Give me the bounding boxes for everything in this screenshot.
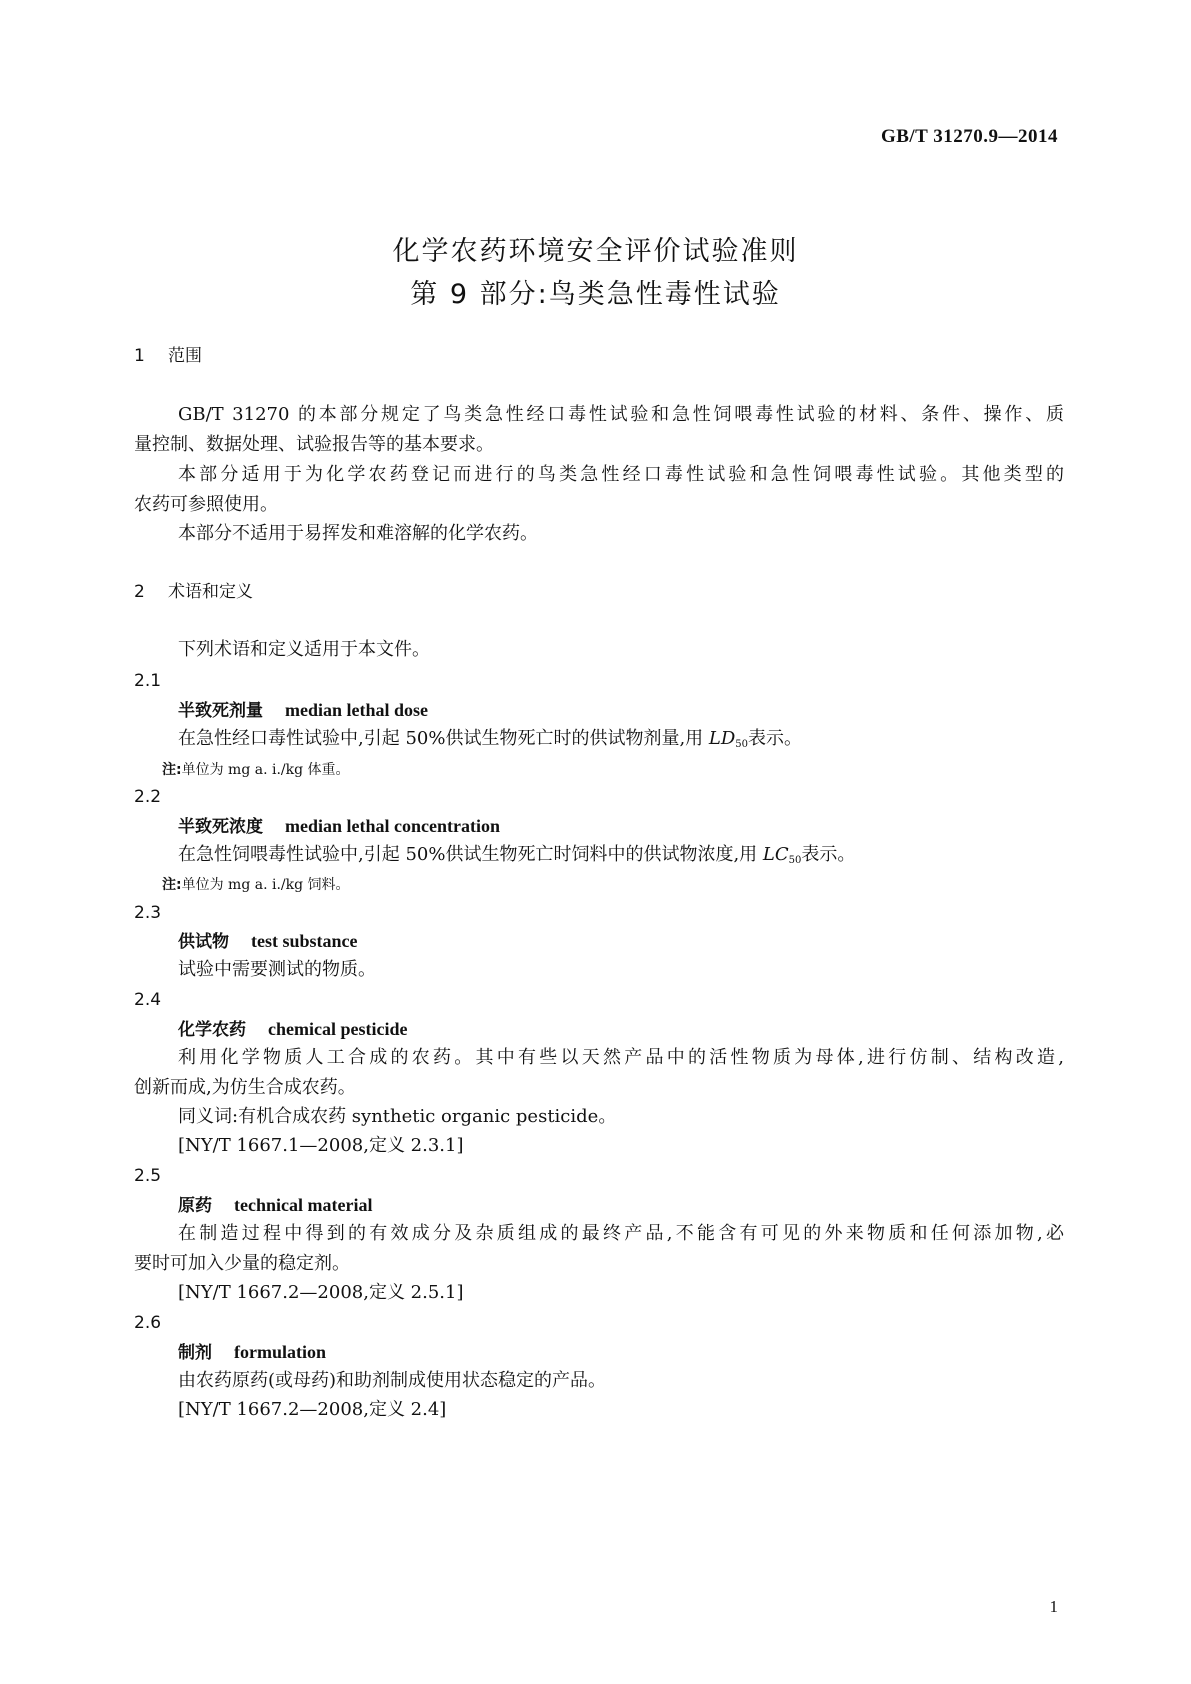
term-entry bbox=[178, 1339, 1064, 1366]
term-definition: 在急性饲喂毒性试验中,引起 50%供试生物死亡时饲料中的供试物浓度,用 $LC_{50}$表示。 bbox=[178, 844, 856, 866]
term-chinese: 原药 bbox=[178, 1196, 212, 1216]
term-definition: 在制造过程中得到的有效成分及杂质组成的最终产品,不能含有可见的外来物质和任何添加物,必 bbox=[178, 1223, 1064, 1244]
section-title: 范围 bbox=[168, 346, 202, 366]
term-english: median lethal dose bbox=[285, 700, 429, 720]
page-number: 1 bbox=[1049, 1597, 1058, 1616]
term-note: 注:单位为 mg a. i./kg 体重。 bbox=[162, 762, 350, 778]
paragraph-line: GB/T 31270 的本部分规定了鸟类急性经口毒性试验和急性饲喂毒性试验的材料、条件、操作、质 bbox=[178, 404, 1064, 425]
symbol-subscript: 50 bbox=[788, 855, 802, 866]
term-source: [NY/T 1667.1—2008,定义 2.3.1] bbox=[178, 1135, 464, 1156]
term-definition: 由农药原药(或母药)和助剂制成使用状态稳定的产品。 bbox=[178, 1370, 607, 1391]
term-definition: 试验中需要测试的物质。 bbox=[178, 959, 376, 980]
clause-number: 2.6 bbox=[134, 1313, 162, 1333]
term-synonym: 同义词:有机合成农药 synthetic organic pesticide。 bbox=[178, 1106, 617, 1127]
term-entry bbox=[178, 928, 1064, 955]
term-definition: 利用化学物质人工合成的农药。其中有些以天然产品中的活性物质为母体,进行仿制、结构改造, bbox=[178, 1047, 1064, 1068]
term-entry bbox=[178, 813, 1064, 840]
term-chinese: 半致死剂量 bbox=[178, 701, 263, 721]
section-number: 1 bbox=[134, 346, 145, 366]
term-english: technical material bbox=[234, 1195, 373, 1215]
term-chinese: 供试物 bbox=[178, 932, 229, 952]
section-heading-terms bbox=[134, 579, 1064, 605]
paragraph-line: 本部分适用于为化学农药登记而进行的鸟类急性经口毒性试验和急性饲喂毒性试验。其他类型的 bbox=[178, 464, 1064, 485]
term-entry bbox=[178, 697, 1064, 724]
clause-number: 2.5 bbox=[134, 1166, 162, 1186]
paragraph-line: 农药可参照使用。 bbox=[134, 494, 278, 515]
paragraph-line: 本部分不适用于易挥发和难溶解的化学农药。 bbox=[178, 523, 538, 544]
paragraph-line: 下列术语和定义适用于本文件。 bbox=[178, 639, 430, 660]
term-definition: 创新而成,为仿生合成农药。 bbox=[134, 1077, 356, 1098]
section-heading-scope bbox=[134, 343, 1064, 369]
term-english: median lethal concentration bbox=[285, 816, 500, 836]
document-subtitle: 第 9 部分:鸟类急性毒性试验 bbox=[410, 279, 781, 310]
symbol: LD bbox=[708, 728, 736, 749]
clause-number: 2.4 bbox=[134, 990, 162, 1010]
term-chinese: 化学农药 bbox=[178, 1020, 246, 1040]
term-definition: 在急性经口毒性试验中,引起 50%供试生物死亡时的供试物剂量,用 $LD_{50}$表示。 bbox=[178, 728, 803, 750]
standard-code: GB/T 31270.9—2014 bbox=[880, 126, 1058, 147]
section-title: 术语和定义 bbox=[168, 582, 253, 602]
clause-number: 2.1 bbox=[134, 671, 162, 691]
term-english: chemical pesticide bbox=[268, 1019, 408, 1039]
term-source: [NY/T 1667.2—2008,定义 2.5.1] bbox=[178, 1282, 464, 1303]
term-chinese: 制剂 bbox=[178, 1343, 212, 1363]
paragraph-line: 量控制、数据处理、试验报告等的基本要求。 bbox=[134, 434, 494, 455]
term-chinese: 半致死浓度 bbox=[178, 817, 263, 837]
term-source: [NY/T 1667.2—2008,定义 2.4] bbox=[178, 1399, 447, 1420]
note-label: 注: bbox=[162, 877, 182, 893]
term-entry bbox=[178, 1016, 1064, 1043]
term-english: formulation bbox=[234, 1342, 326, 1362]
section-number: 2 bbox=[134, 582, 145, 602]
term-definition: 要时可加入少量的稳定剂。 bbox=[134, 1253, 350, 1274]
symbol: LC bbox=[762, 844, 789, 865]
clause-number: 2.3 bbox=[134, 903, 162, 923]
note-label: 注: bbox=[162, 762, 182, 778]
term-entry bbox=[178, 1192, 1064, 1219]
clause-number: 2.2 bbox=[134, 787, 162, 807]
term-note: 注:单位为 mg a. i./kg 饲料。 bbox=[162, 877, 350, 893]
symbol-subscript: 50 bbox=[735, 739, 749, 750]
term-english: test substance bbox=[251, 931, 358, 951]
document-title: 化学农药环境安全评价试验准则 bbox=[392, 236, 799, 267]
